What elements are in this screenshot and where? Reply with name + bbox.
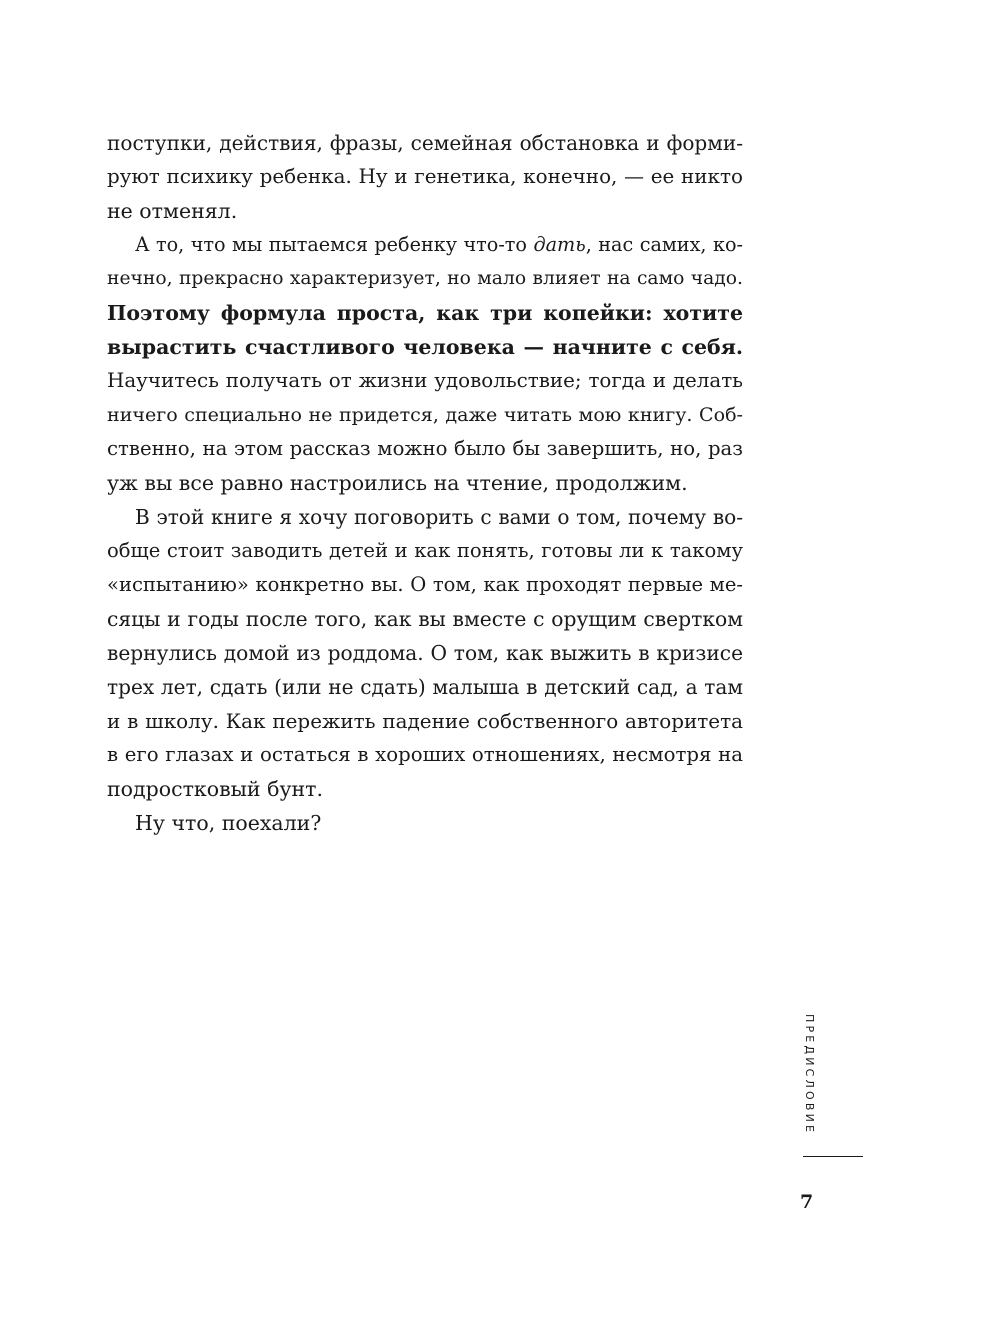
- bold-text-line: вырастить счастливого человека — начните с себя.: [107, 335, 743, 359]
- text-line: Научитесь получать от жизни удовольствие; тогда и делать: [107, 369, 743, 392]
- text-line: не отменял.: [107, 199, 238, 223]
- text-line: Ну что, поехали?: [135, 811, 322, 835]
- text-line: нечно, прекрасно характеризует, но мало влияет на само чадо.: [107, 268, 743, 289]
- text-line: руют психику ребенка. Ну и генетика, конечно, — ее никто: [107, 165, 743, 188]
- text-line: ственно, на этом рассказ можно было бы завершить, но, раз: [107, 437, 743, 460]
- text-line: вернулись домой из роддома. О том, как выжить в кризисе: [107, 641, 743, 665]
- text-line: сяцы и годы после того, как вы вместе с орущим свертком: [107, 607, 743, 631]
- paragraph: [107, 806, 743, 840]
- text-run: , нас самих, ко-: [585, 233, 744, 256]
- text-line: уж вы все равно настроились на чтение, продолжим.: [107, 471, 688, 495]
- text-line: подростковый бунт.: [107, 777, 324, 801]
- paragraph: [107, 228, 743, 500]
- text-line: [107, 228, 743, 262]
- body-text: [107, 126, 743, 840]
- paragraph: [107, 500, 743, 806]
- text-line: обще стоит заводить детей и как понять, готовы ли к такому: [107, 539, 743, 562]
- text-line: и в школу. Как пережить падение собственного авторитета: [107, 709, 743, 733]
- text-line: поступки, действия, фразы, семейная обстановка и форми-: [107, 131, 743, 155]
- text-line: ничего специально не придется, даже читать мою книгу. Соб-: [107, 404, 743, 426]
- text-line: «испытанию» конкретно вы. О том, как проходят первые ме-: [107, 573, 743, 596]
- divider: [803, 1156, 863, 1157]
- running-head: ПРЕДИСЛОВИЕ: [803, 1014, 816, 1136]
- bold-text-line: Поэтому формула проста, как три копейки: хотите: [107, 301, 743, 325]
- text-line: В этой книге я хочу поговорить с вами о том, почему во-: [135, 505, 743, 529]
- text-line: в его глазах и остаться в хороших отношениях, несмотря на: [107, 743, 743, 766]
- page-number: 7: [800, 1191, 814, 1213]
- emphasis: дать: [533, 233, 586, 256]
- paragraph: [107, 126, 743, 228]
- text-run: А то, что мы пытаемся ребенку что-то: [135, 233, 534, 256]
- text-line: трех лет, сдать (или не сдать) малыша в детский сад, а там: [107, 675, 743, 699]
